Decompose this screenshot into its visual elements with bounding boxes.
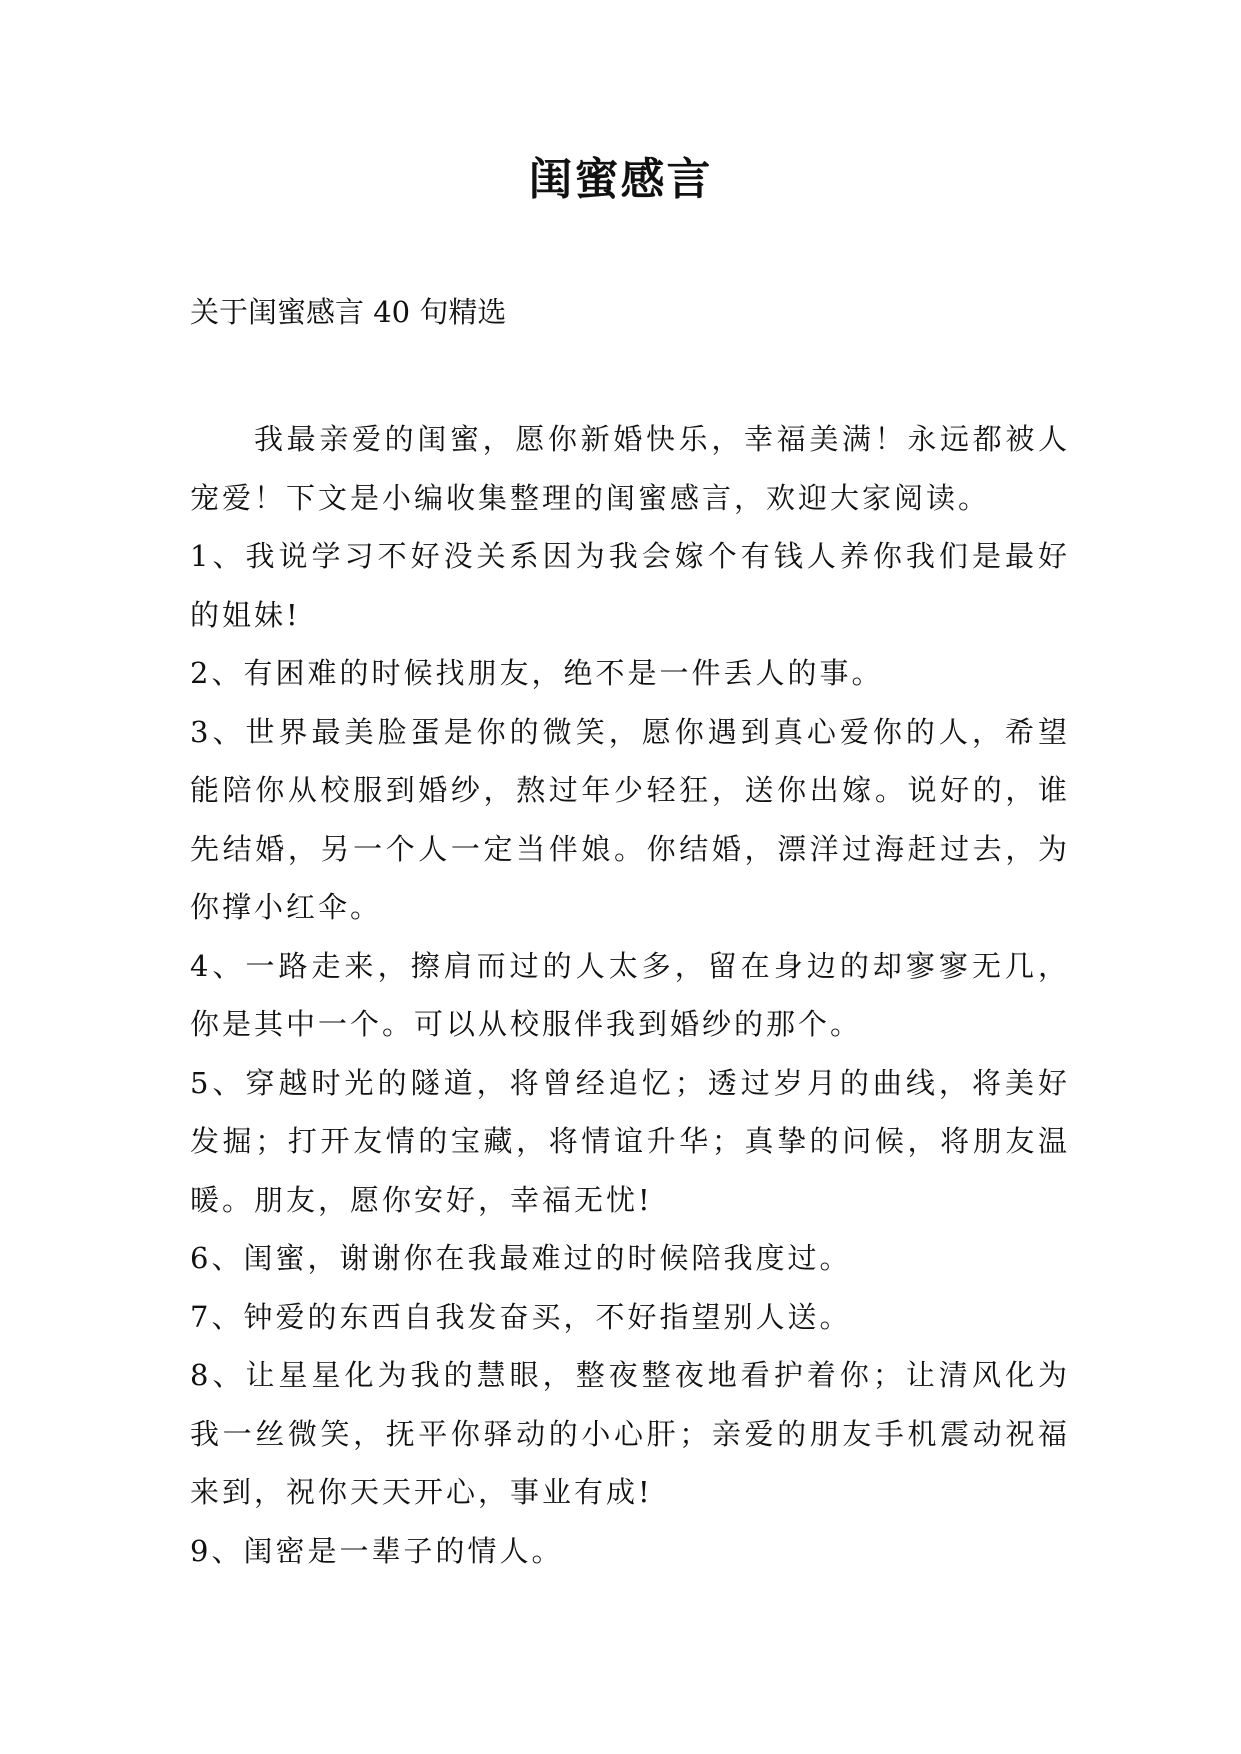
intro-paragraph: 我最亲爱的闺蜜，愿你新婚快乐，幸福美满！永远都被人宠爱！下文是小编收集整理的闺蜜感言，欢迎大家阅读。: [190, 422, 1070, 515]
quote-item-3: 3、世界最美脸蛋是你的微笑，愿你遇到真心爱你的人，希望能陪你从校服到婚纱，熬过年少轻狂，送你出嫁。说好的，谁先结婚，另一个人一定当伴娘。你结婚，漂洋过海赶过去，为你撑小红伞。: [190, 714, 1070, 924]
document-title: 闺蜜感言: [528, 154, 713, 205]
quote-item-2: 2、有困难的时候找朋友，绝不是一件丢人的事。: [190, 656, 884, 690]
document-body: [190, 410, 1070, 1580]
quote-item-1: 1、我说学习不好没关系因为我会嫁个有钱人养你我们是最好的姐妹!: [190, 539, 1070, 632]
quote-item-7: 7、钟爱的东西自我发奋买，不好指望别人送。: [190, 1299, 852, 1334]
quote-item-8: 8、让星星化为我的慧眼，整夜整夜地看护着你；让清风化为我一丝微笑，抚平你驿动的小心肝；亲爱的朋友手机震动祝福来到，祝你天天开心，事业有成!: [190, 1358, 1070, 1509]
document-subtitle: 关于闺蜜感言 40 句精选: [190, 295, 507, 329]
quote-item-6: 6、闺蜜，谢谢你在我最难过的时候陪我度过。: [190, 1241, 852, 1275]
quote-item-9: 9、闺密是一辈子的情人。: [190, 1533, 564, 1568]
quote-item-5: 5、穿越时光的隧道，将曾经追忆；透过岁月的曲线，将美好发掘；打开友情的宝藏，将情谊升华；真挚的问候，将朋友温暖。朋友，愿你安好，幸福无忧!: [190, 1065, 1070, 1217]
quote-item-4: 4、一路走来，擦肩而过的人太多，留在身边的却寥寥无几，你是其中一个。可以从校服伴我到婚纱的那个。: [190, 948, 1070, 1041]
